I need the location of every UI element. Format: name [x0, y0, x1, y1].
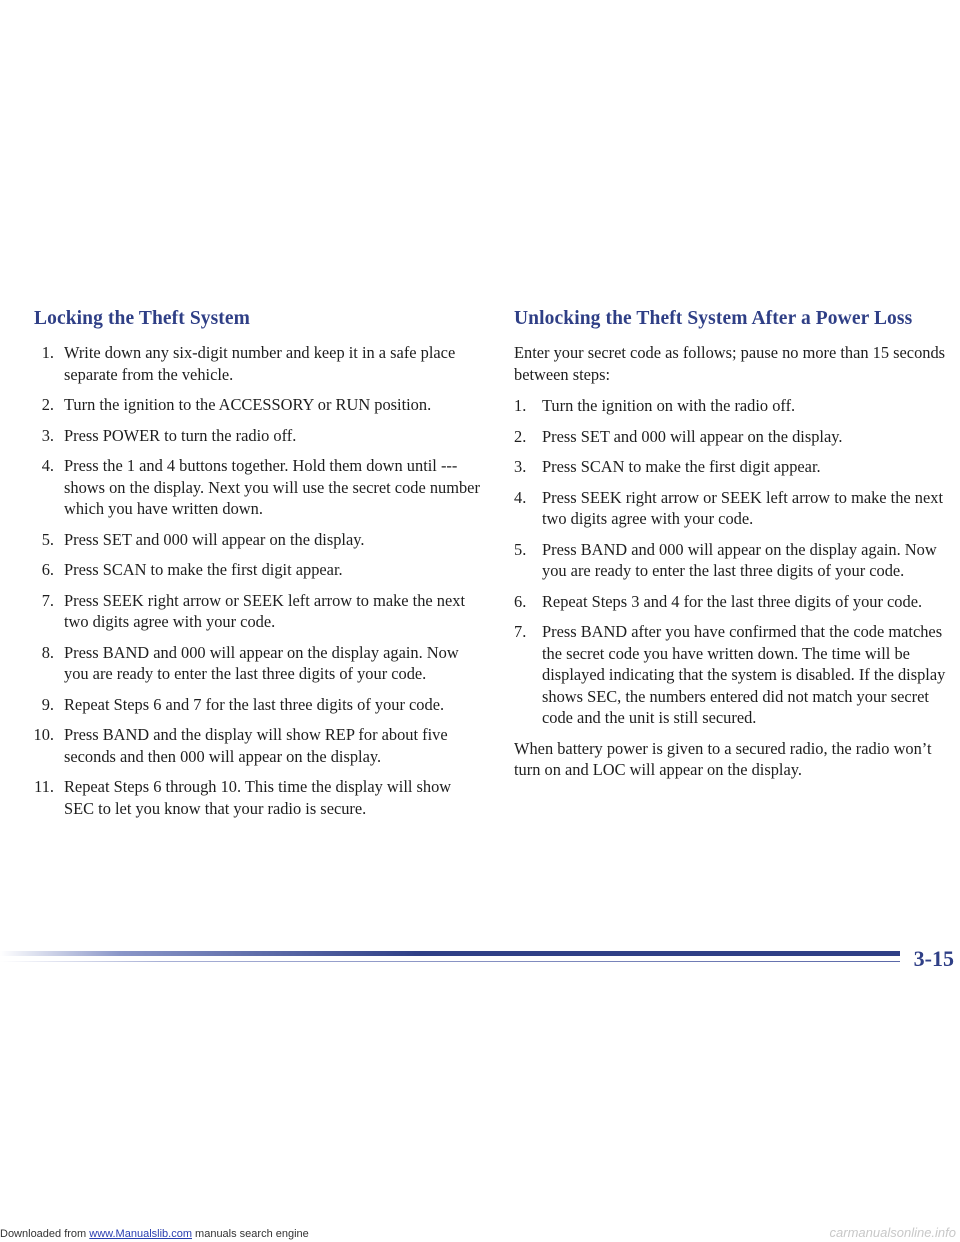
- list-item: 6. Repeat Steps 3 and 4 for the last three digits of your code.: [514, 591, 923, 611]
- page-number: 3-15: [913, 946, 954, 971]
- right-column: [514, 308, 954, 791]
- list-item: 4. Press SEEK right arrow or SEEK left arrow to make the next two digits agree with your code.: [514, 487, 944, 528]
- unlocking-intro: Enter your secret code as follows; pause no more than 15 seconds between steps:: [514, 343, 946, 384]
- list-item: 7. Press SEEK right arrow or SEEK left arrow to make the next two digits agree with your code.: [41, 590, 466, 631]
- watermark: carmanualsonline.info: [829, 1225, 956, 1240]
- list-item: 1. Write down any six-digit number and keep it in a safe place separate from the vehicle.: [41, 343, 456, 384]
- list-item: 3. Press SCAN to make the first digit appear.: [514, 457, 821, 476]
- download-footer: Downloaded from www.Manualslib.com manuals search engine: [0, 1228, 309, 1240]
- list-item: 11. Repeat Steps 6 through 10. This time the display will show SEC to let you know that your radio is secure.: [34, 777, 452, 818]
- list-item: 7. Press BAND after you have confirmed that the code matches the secret code you have written down. The time will be displayed indicating that the system is disabled. If the display shows SEC, the numbers entered did not match your secret code and the unit is still secured.: [514, 622, 946, 727]
- list-item: 1. Turn the ignition on with the radio off.: [514, 396, 796, 415]
- unlocking-heading: Unlocking the Theft System After a Power Loss: [514, 308, 913, 329]
- list-item: 4. Press the 1 and 4 buttons together. Hold them down until --- shows on the display. Next you will use the secret code number which you have written down.: [41, 456, 480, 518]
- unlocking-steps: [514, 395, 954, 729]
- list-item: 2. Turn the ignition to the ACCESSORY or RUN position.: [41, 395, 432, 414]
- list-item: 10. Press BAND and the display will show REP for about five seconds and then 000 will appear on the display.: [33, 725, 448, 766]
- manualslib-link[interactable]: www.Manualslib.com: [89, 1228, 192, 1240]
- list-item: 6. Press SCAN to make the first digit appear.: [41, 560, 343, 579]
- list-item: 8. Press BAND and 000 will appear on the display again. Now you are ready to enter the last three digits of your code.: [41, 642, 459, 683]
- page-rule: [0, 951, 900, 956]
- list-item: 2. Press SET and 000 will appear on the display.: [514, 426, 843, 446]
- locking-heading: Locking the Theft System: [34, 308, 251, 329]
- list-item: 9. Repeat Steps 6 and 7 for the last three digits of your code.: [41, 694, 445, 714]
- left-column: [34, 308, 484, 828]
- locking-steps: [34, 342, 484, 819]
- list-item: 5. Press SET and 000 will appear on the display.: [41, 529, 365, 549]
- list-item: 3. Press POWER to turn the radio off.: [41, 425, 297, 445]
- list-item: 5. Press BAND and 000 will appear on the display again. Now you are ready to enter the last three digits of your code.: [514, 539, 937, 580]
- page-rule-thin: [0, 961, 900, 962]
- unlocking-outro: When battery power is given to a secured radio, the radio won’t turn on and LOC will appear on the display.: [514, 738, 932, 779]
